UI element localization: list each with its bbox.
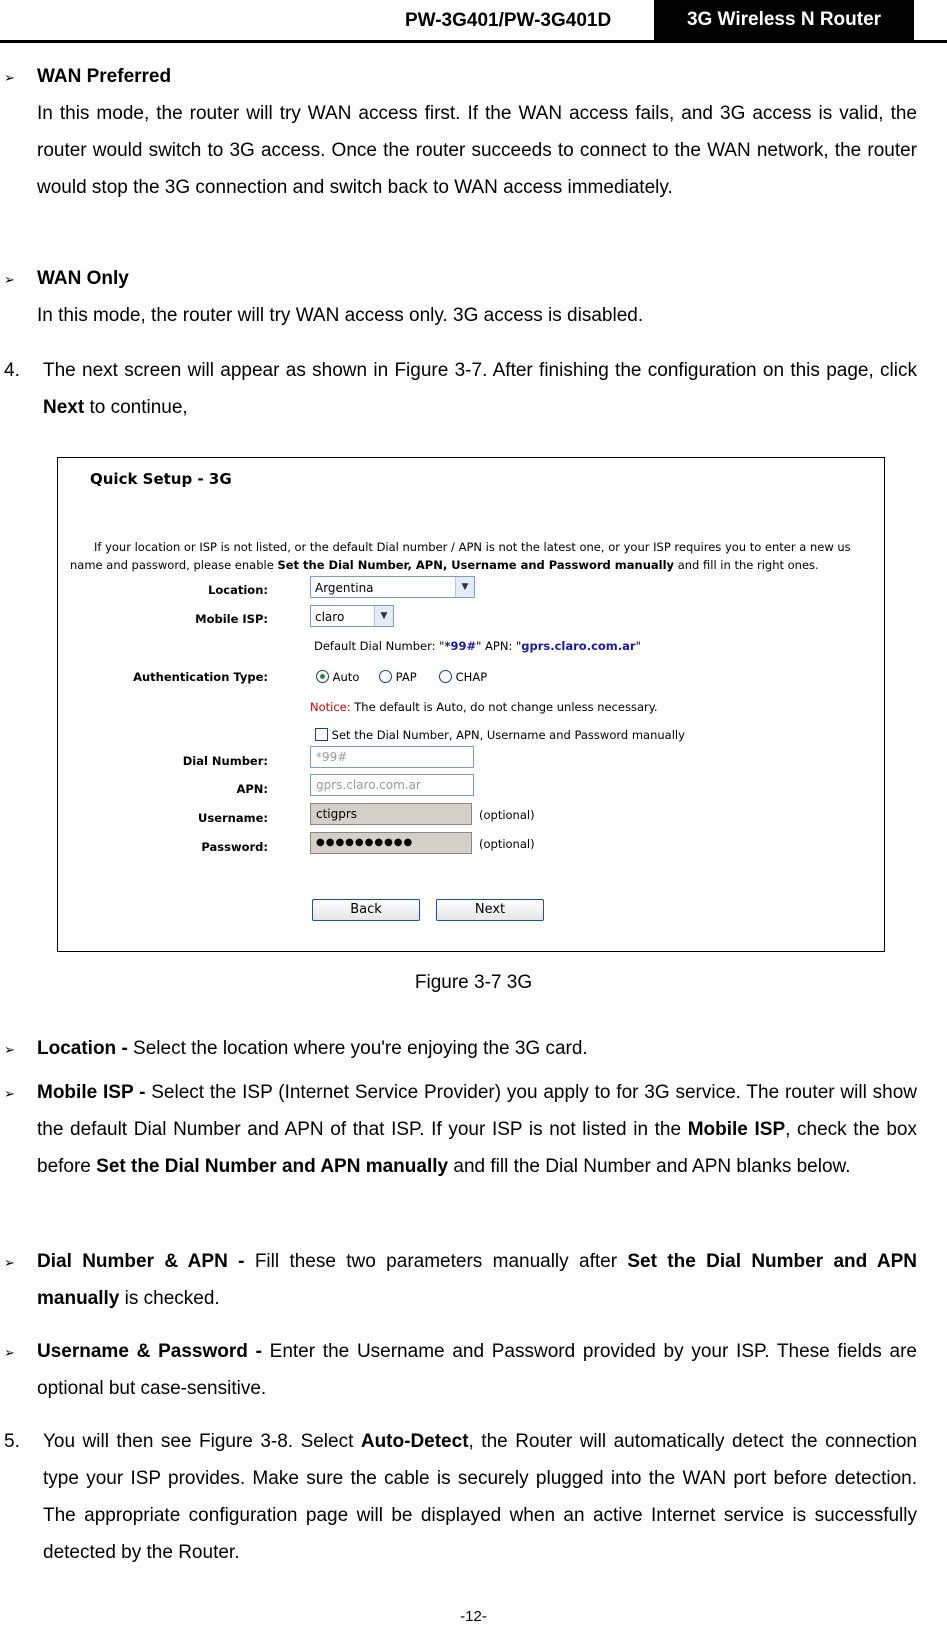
password-label: Password:	[201, 840, 268, 854]
password-optional: (optional)	[479, 837, 535, 851]
wan-preferred-heading: WAN Preferred	[37, 66, 172, 87]
page-header	[0, 0, 947, 44]
auth-radio-chap[interactable]	[439, 670, 487, 684]
dial-apn-bullet-text1: Fill these two parameters manually after	[244, 1251, 628, 1272]
intro-line2-bold: Set the Dial Number, APN, Username and Password manually	[277, 558, 675, 572]
step-4-text-a: The next screen will appear as shown in Figure 3-7. After finishing the configuration on this page, click	[43, 360, 917, 381]
default-dial-number: *99#	[444, 639, 477, 653]
bullet-arrow-icon: ➢	[4, 70, 15, 85]
step-5-text1: You will then see Figure 3-8. Select	[43, 1431, 361, 1452]
dial-number-label: Dial Number:	[182, 754, 268, 768]
step-5-bold: Auto-Detect	[360, 1431, 469, 1452]
location-label: Location:	[208, 583, 268, 597]
mobile-isp-bullet-bold2: Mobile ISP	[687, 1119, 786, 1140]
apn-label: APN:	[236, 782, 268, 796]
figure-caption: Figure 3-7 3G	[414, 972, 533, 993]
step-4-text-b: to continue,	[84, 397, 188, 418]
location-bullet-text: Select the location where you're enjoying the 3G card.	[127, 1038, 588, 1059]
location-value: Argentina	[315, 581, 374, 595]
wan-only-heading: WAN Only	[37, 268, 129, 289]
auth-radio-auto[interactable]	[316, 670, 359, 684]
header-title: 3G Wireless N Router	[654, 0, 914, 40]
next-button[interactable]: Next	[436, 899, 544, 921]
mobile-isp-bullet	[37, 1074, 917, 1185]
mobile-isp-bullet-text3: and fill the Dial Number and APN blanks below.	[448, 1156, 851, 1177]
back-button[interactable]: Back	[312, 899, 420, 921]
dial-number-field[interactable]: *99#	[310, 746, 474, 768]
bullet-arrow-icon: ➢	[4, 1042, 15, 1057]
username-label: Username:	[198, 811, 268, 825]
notice-text	[310, 700, 658, 714]
dial-apn-bullet	[37, 1243, 917, 1317]
intro-line2-a: name and password, please enable	[70, 558, 278, 572]
manual-checkbox-row[interactable]	[315, 728, 685, 742]
auth-type-label: Authentication Type:	[133, 670, 268, 684]
dial-apn-bullet-bold: Dial Number & APN -	[37, 1251, 245, 1272]
step-5-number: 5.	[4, 1431, 20, 1452]
user-pass-bullet-bold: Username & Password -	[37, 1341, 262, 1362]
radio-icon	[379, 670, 392, 683]
chevron-down-icon: ▼	[374, 606, 393, 626]
chevron-down-icon: ▼	[455, 577, 474, 597]
figure-title: Quick Setup - 3G	[90, 470, 232, 488]
figure-intro	[70, 538, 870, 574]
mobile-isp-label: Mobile ISP:	[195, 612, 268, 626]
step-5-text2: , the Router will automatically detect the connection type your ISP provides. Make sure the cable is securely plugged into the WAN port before detection. The appropriate configuration page will be displayed when an active Internet service is successfully detected by the Router.	[43, 1431, 917, 1563]
default-apn: gprs.claro.com.ar	[521, 639, 636, 653]
location-select[interactable]	[310, 576, 475, 598]
intro-line2-c: and fill in the right ones.	[674, 558, 819, 572]
user-pass-bullet	[37, 1333, 917, 1407]
bullet-arrow-icon: ➢	[4, 1255, 15, 1270]
auth-pap-label: PAP	[395, 670, 417, 684]
location-bullet-bold: Location -	[37, 1038, 128, 1059]
default-dial-e: "	[635, 639, 641, 653]
default-dial-c: " APN: "	[476, 639, 522, 653]
mobile-isp-bullet-bold: Mobile ISP -	[37, 1082, 146, 1103]
mobile-isp-value: claro	[315, 610, 345, 624]
manual-checkbox-label: Set the Dial Number, APN, Username and Password manually	[331, 728, 685, 742]
default-dial-a: Default Dial Number: "	[314, 639, 445, 653]
password-field[interactable]: ●●●●●●●●●●	[310, 832, 472, 854]
checkbox-icon	[315, 728, 328, 741]
bullet-arrow-icon: ➢	[4, 272, 15, 287]
wan-only-text: In this mode, the router will try WAN access only. 3G access is disabled.	[37, 305, 644, 326]
dial-apn-bullet-text2: is checked.	[119, 1288, 220, 1309]
header-rule	[0, 40, 947, 43]
dial-apn-bullet-bold2: Set the Dial Number and APN manually	[37, 1251, 917, 1309]
username-optional: (optional)	[479, 808, 535, 822]
radio-selected-icon	[316, 670, 329, 683]
wan-preferred-text: In this mode, the router will try WAN access first. If the WAN access fails, and 3G access is valid, the router would switch to 3G access. Once the router succeeds to connect to the WAN network, the router would stop the 3G connection and switch back to WAN access immediately.	[37, 103, 917, 198]
apn-field[interactable]: gprs.claro.com.ar	[310, 774, 474, 796]
radio-icon	[439, 670, 452, 683]
bullet-arrow-icon: ➢	[4, 1086, 15, 1101]
bullet-arrow-icon: ➢	[4, 1345, 15, 1360]
username-field[interactable]: ctigprs	[310, 803, 472, 825]
quick-setup-3g-figure	[57, 457, 885, 952]
header-model: PW-3G401/PW-3G401D	[405, 10, 612, 31]
auth-auto-label: Auto	[332, 670, 360, 684]
location-bullet	[37, 1030, 917, 1067]
figure-intro-line2	[70, 556, 870, 574]
page-number: -12-	[460, 1608, 487, 1625]
auth-chap-label: CHAP	[455, 670, 488, 684]
step-5-text	[43, 1423, 917, 1571]
step-4-number: 4.	[4, 360, 20, 381]
step-4-next-bold: Next	[43, 397, 85, 418]
mobile-isp-select[interactable]	[310, 605, 394, 627]
mobile-isp-bullet-bold3: Set the Dial Number and APN manually	[96, 1156, 449, 1177]
default-dial-info	[314, 639, 641, 653]
mobile-isp-bullet-text1: Select the ISP (Internet Service Provider) you apply to for 3G service. The router will show the default Dial Number and APN of that ISP. If your ISP is not listed in the	[37, 1082, 917, 1140]
mobile-isp-bullet-text2: , check the box before	[37, 1119, 917, 1177]
step-4-text	[43, 352, 917, 426]
auth-radio-pap[interactable]	[379, 670, 417, 684]
figure-intro-line1: If your location or ISP is not listed, or the default Dial number / APN is not the latest one, or your ISP requires you to enter a new us	[94, 540, 851, 554]
notice-body: The default is Auto, do not change unless necessary.	[350, 700, 658, 714]
user-pass-bullet-text: Enter the Username and Password provided by your ISP. These fields are optional but case-sensitive.	[37, 1341, 917, 1399]
notice-label: Notice:	[310, 700, 351, 714]
